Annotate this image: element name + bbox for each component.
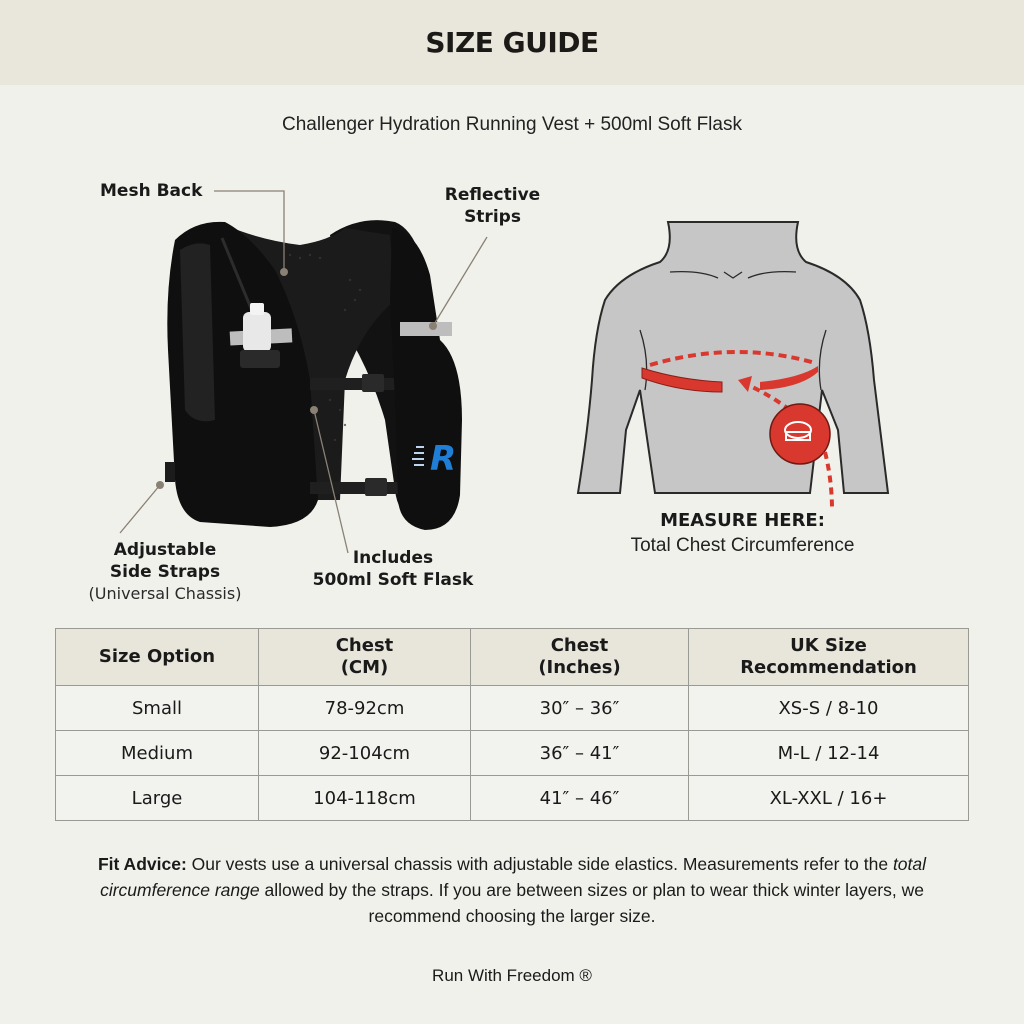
callout-reflective-strips <box>440 184 545 228</box>
cell-uk-size: XL-XXL / 16+ <box>689 776 969 821</box>
fit-advice-emphasis: total circumference range <box>100 854 927 900</box>
table-header-row <box>56 629 969 686</box>
callout-flask-line2: 500ml Soft Flask <box>312 570 474 590</box>
fit-advice-text2: allowed by the straps. If you are between sizes or plan to wear thick winter layers, we recommend choosing the larger size. <box>259 880 924 926</box>
brand-logo-r: R <box>430 439 457 479</box>
cell-uk-size: M-L / 12-14 <box>689 731 969 776</box>
footer-tagline: Run With Freedom ® <box>432 966 592 985</box>
callout-side-straps-line1: Adjustable <box>113 540 217 560</box>
table-row <box>56 686 969 731</box>
cell-chest-cm: 104-118cm <box>259 776 471 821</box>
callout-side-straps <box>80 539 250 605</box>
cell-chest-inches: 41″ – 46″ <box>471 776 689 821</box>
header-size-option: Size Option <box>56 629 259 686</box>
callout-reflective-line2: Strips <box>464 207 521 227</box>
fit-advice-label: Fit Advice: <box>97 854 187 874</box>
callout-soft-flask <box>308 547 478 591</box>
vest-image <box>165 220 462 530</box>
cell-size: Large <box>56 776 259 821</box>
header-chest-inches: Chest (Inches) <box>471 629 689 686</box>
callout-flask-line1: Includes <box>352 548 434 568</box>
header-chest-cm: Chest (CM) <box>259 629 471 686</box>
fit-advice <box>55 851 969 929</box>
fit-advice-text1: Our vests use a universal chassis with adjustable side elastics. Measurements refer to the <box>186 854 893 874</box>
callout-side-straps-line2: Side Straps <box>109 562 221 582</box>
header-uk-size: UK Size Recommendation <box>689 629 969 686</box>
cell-size: Small <box>56 686 259 731</box>
cell-chest-inches: 30″ – 36″ <box>471 686 689 731</box>
torso-diagram <box>578 222 888 510</box>
size-table <box>55 628 969 821</box>
cell-chest-cm: 78-92cm <box>259 686 471 731</box>
cell-uk-size: XS-S / 8-10 <box>689 686 969 731</box>
callout-mesh-back-text: Mesh Back <box>100 181 203 201</box>
product-title: Challenger Hydration Running Vest + 500ml Soft Flask <box>282 114 742 135</box>
cell-chest-inches: 36″ – 41″ <box>471 731 689 776</box>
page-title: SIZE GUIDE <box>425 26 599 59</box>
cell-size: Medium <box>56 731 259 776</box>
table-row <box>56 776 969 821</box>
callout-reflective-line1: Reflective <box>444 185 541 205</box>
measure-subtitle: Total Chest Circumference <box>630 535 855 556</box>
callout-mesh-back <box>100 180 202 202</box>
measure-title: MEASURE HERE: <box>660 510 825 531</box>
cell-chest-cm: 92-104cm <box>259 731 471 776</box>
table-row <box>56 731 969 776</box>
callout-side-straps-note: (Universal Chassis) <box>88 584 242 603</box>
tape-measure-icon <box>770 404 830 464</box>
